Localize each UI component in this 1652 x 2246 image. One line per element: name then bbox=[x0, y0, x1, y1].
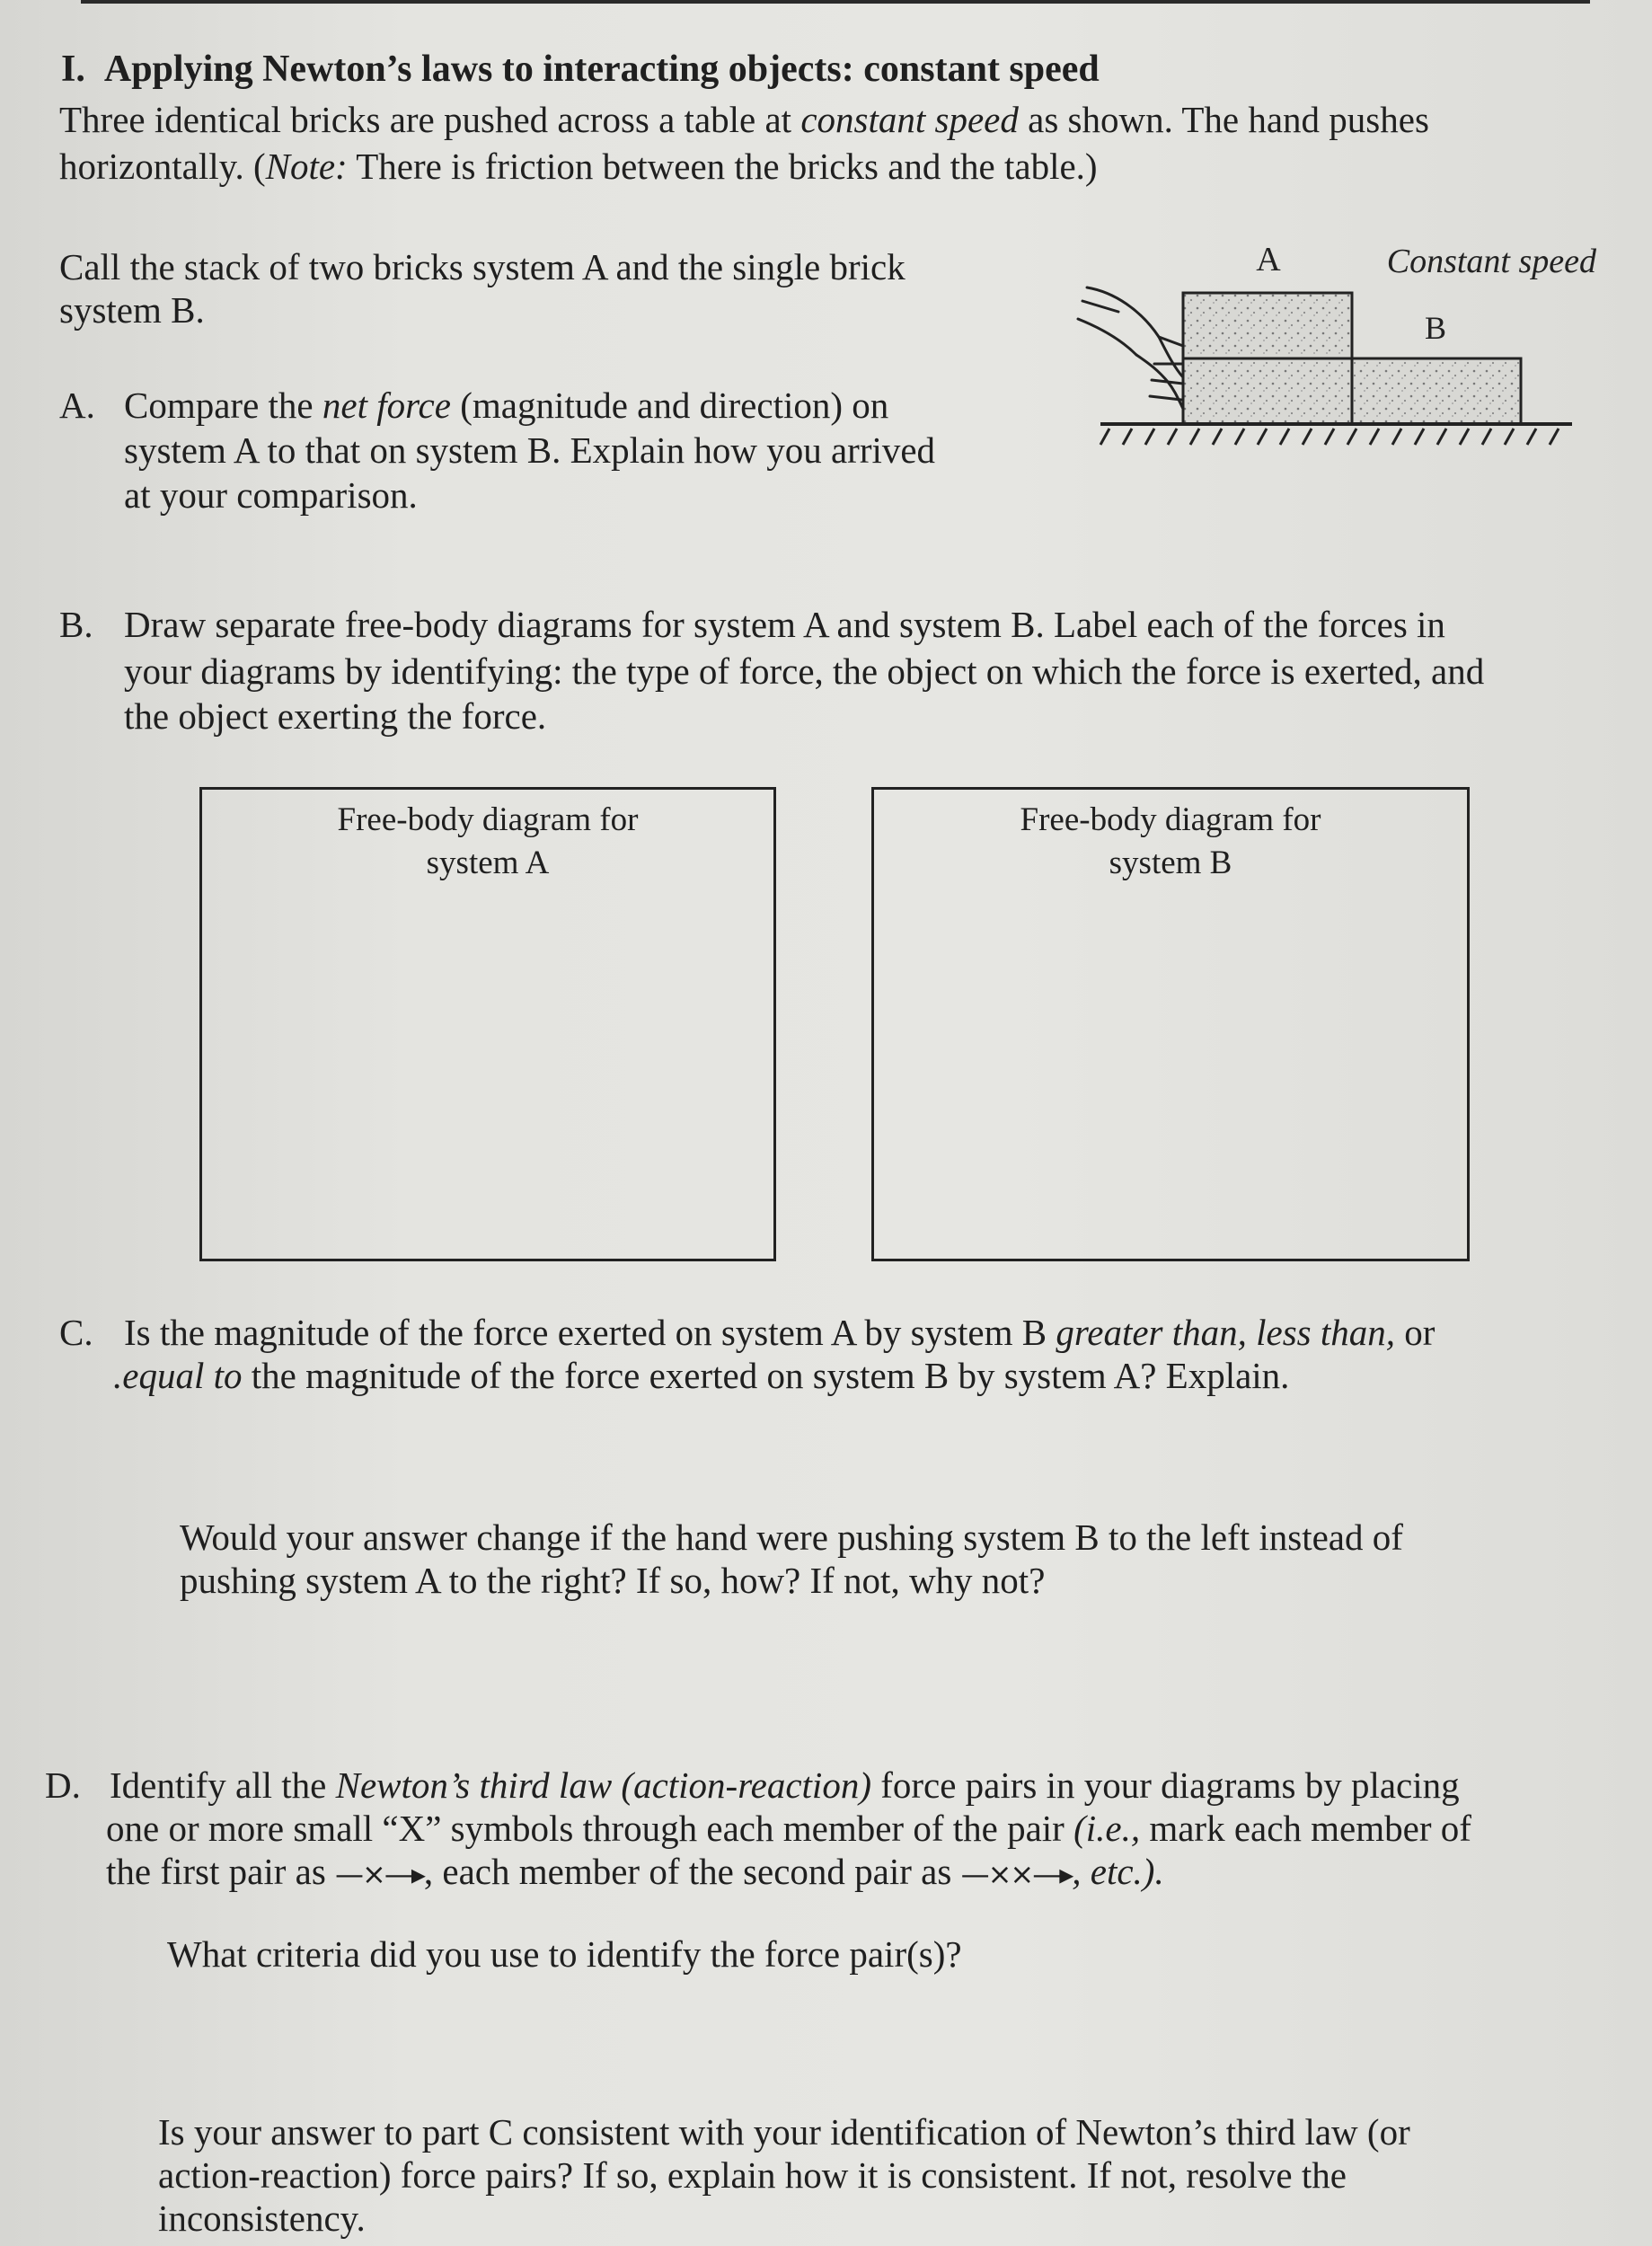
part-d-text: the first pair as bbox=[106, 1851, 336, 1892]
box-a-title-line-2: system A bbox=[426, 844, 550, 881]
part-c-label: C. bbox=[59, 1312, 93, 1353]
part-b-label: B. bbox=[59, 604, 93, 645]
section-number: I. bbox=[61, 49, 85, 90]
single-x-arrow-icon: —×—▸ bbox=[335, 1857, 424, 1891]
intro-text: as shown. The hand pushes bbox=[1018, 99, 1429, 140]
intro-text: horizontally. ( bbox=[59, 146, 266, 187]
part-c-followup-line-2: pushing system A to the right? If so, how? If not, why not? bbox=[180, 1560, 1046, 1601]
box-a-title bbox=[202, 799, 773, 885]
part-d-question-consistency-line-1: Is your answer to part C consistent with your identification of Newton’s third law (or bbox=[158, 2111, 1410, 2153]
part-d-text: , each member of the second pair as bbox=[423, 1851, 961, 1892]
intro-line-2 bbox=[59, 144, 1098, 189]
box-a-title-line-1: Free-body diagram for bbox=[337, 801, 639, 838]
free-body-box-system-b[interactable] bbox=[871, 787, 1470, 1261]
bricks-figure bbox=[1069, 229, 1596, 454]
part-c-line-1 bbox=[59, 1310, 1435, 1355]
part-a-line-2: system A to that on system B. Explain how you arrived bbox=[124, 429, 936, 471]
section-title-text: Applying Newton’s laws to interacting objects: constant speed bbox=[103, 49, 1100, 90]
part-d-question-criteria: What criteria did you use to identify the force pair(s)? bbox=[167, 1933, 962, 1975]
net-force-term: net force bbox=[322, 385, 451, 426]
double-x-arrow-icon: —××—▸ bbox=[960, 1857, 1073, 1891]
equal-to-option: .equal to bbox=[113, 1355, 243, 1396]
part-d-question-consistency-line-3: inconsistency. bbox=[158, 2197, 366, 2239]
constant-speed-caption: Constant speed bbox=[1386, 243, 1596, 280]
part-d-text: force pairs in your diagrams by placing bbox=[870, 1764, 1460, 1806]
part-a-label: A. bbox=[59, 385, 95, 426]
brick-a-top bbox=[1183, 293, 1352, 358]
part-a-text: (magnitude and direction) on bbox=[450, 385, 889, 426]
brick-a-bottom bbox=[1183, 358, 1352, 424]
box-b-title-line-1: Free-body diagram for bbox=[1020, 801, 1321, 838]
intro-line-1 bbox=[59, 97, 1429, 142]
part-b-line-3: the object exerting the force. bbox=[124, 695, 547, 737]
part-c-text: or bbox=[1395, 1312, 1436, 1353]
part-b-text: Draw separate free-body diagrams for system A and system B. Label each of the forces in bbox=[124, 604, 1445, 645]
part-d-line-2 bbox=[106, 1806, 1471, 1851]
label-b: B bbox=[1424, 310, 1447, 346]
top-rule bbox=[81, 0, 1590, 4]
part-c-text: Is the magnitude of the force exerted on system A by system B bbox=[124, 1312, 1056, 1353]
part-b-line-1 bbox=[59, 602, 1445, 647]
free-body-box-system-a[interactable] bbox=[199, 787, 776, 1261]
part-d-text: one or more small “X” symbols through each member of the pair bbox=[106, 1808, 1074, 1849]
ie-term: (i.e., bbox=[1073, 1808, 1141, 1849]
part-b-line-2: your diagrams by identifying: the type of force, the object on which the force is exerted, and bbox=[124, 650, 1485, 692]
table-hatching bbox=[1100, 429, 1559, 445]
part-d-text: mark each member of bbox=[1140, 1808, 1471, 1849]
part-a-line-3: at your comparison. bbox=[124, 474, 418, 516]
etc-term: , etc.). bbox=[1072, 1851, 1164, 1892]
part-d-line-3 bbox=[106, 1849, 1164, 1897]
comparison-options: greater than, less than, bbox=[1056, 1312, 1396, 1353]
hand-icon bbox=[1078, 287, 1183, 409]
part-a-line-1 bbox=[59, 383, 888, 428]
part-c-followup-line-1: Would your answer change if the hand were pushing system B to the left instead of bbox=[180, 1516, 1403, 1558]
part-c-text: the magnitude of the force exerted on system B by system A? Explain. bbox=[242, 1355, 1290, 1396]
section-title bbox=[61, 47, 1100, 92]
systems-line-1: Call the stack of two bricks system A and the single brick bbox=[59, 246, 906, 287]
intro-text: Three identical bricks are pushed across a table at bbox=[59, 99, 801, 140]
part-d-label: D. bbox=[45, 1764, 81, 1806]
brick-b bbox=[1352, 358, 1521, 424]
note-label: Note: bbox=[265, 146, 348, 187]
part-d-line-1 bbox=[45, 1763, 1460, 1808]
box-b-title-line-2: system B bbox=[1109, 844, 1232, 881]
part-d-text: Identify all the bbox=[110, 1764, 336, 1806]
part-d-question-consistency-line-2: action-reaction) force pairs? If so, explain how it is consistent. If not, resolve the bbox=[158, 2154, 1347, 2196]
part-a-text: Compare the bbox=[124, 385, 322, 426]
third-law-term: Newton’s third law (action-reaction) bbox=[335, 1764, 871, 1806]
box-b-title bbox=[874, 799, 1467, 885]
intro-emphasis: constant speed bbox=[800, 99, 1019, 140]
part-c-line-2 bbox=[113, 1353, 1289, 1398]
label-a: A bbox=[1256, 241, 1281, 279]
systems-line-2: system B. bbox=[59, 289, 205, 331]
intro-text: There is friction between the bricks and the table.) bbox=[347, 146, 1098, 187]
